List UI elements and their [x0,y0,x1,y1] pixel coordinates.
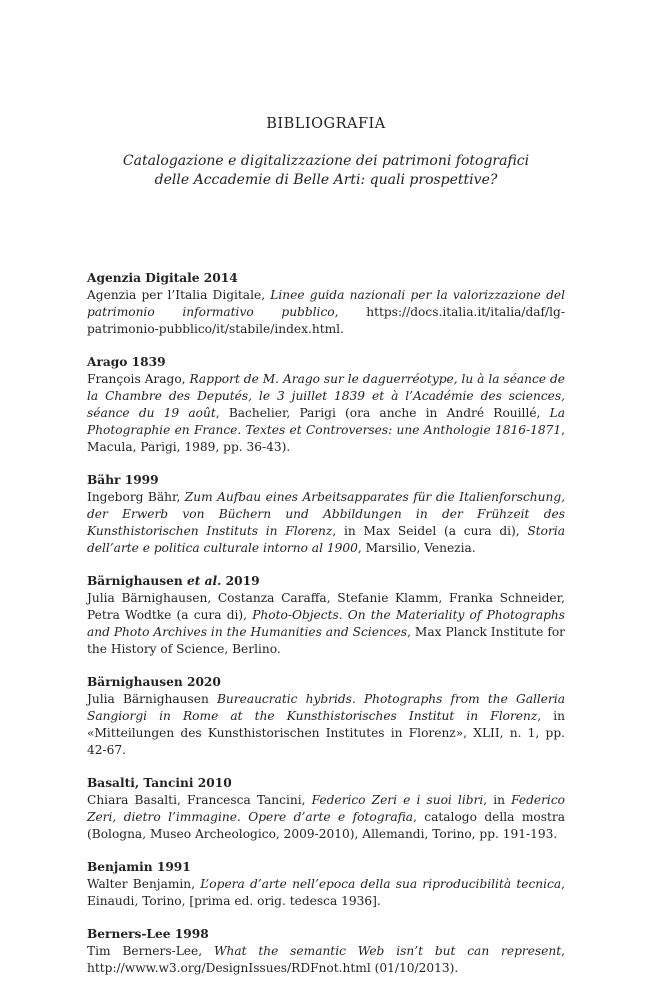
entry-body [87,489,565,557]
entry-text-segment: Julia Bärnighausen, Costanza Caraffa, Stefanie Klamm, Franka Schneider, Petra Wodtke (a cura di), [87,591,565,622]
bibliography-entry [87,472,565,557]
entry-text-segment: , Bachelier, Parigi (ora anche in André Rouillé, [215,406,550,420]
entry-title-text: et al. [186,574,222,588]
entry-title-text: Bureaucratic hybrids. Photographs from the Galleria Sangiorgi in Rome at the Kunsthistorisches Institut in Florenz [87,692,565,723]
entry-text-segment: Tim Berners-Lee, [87,944,214,958]
bibliography-entry [87,859,565,910]
bibliography-entry [87,354,565,456]
bibliography-entry [87,775,565,843]
entry-text-segment: Bärnighausen [87,574,187,588]
entry-title-text: Federico Zeri e i suoi libri [311,793,484,807]
entry-text-segment: , in [483,793,512,807]
entry-title-text: Photo-Objects. On the Materiality of Photographs and Photo Archives in the Humanities and Sciences [87,608,565,639]
entry-text-segment: Walter Benjamin, [87,877,201,891]
entry-body [87,876,565,910]
entry-text-segment: Ingeborg Bähr, [87,490,185,504]
entry-body [87,691,565,759]
entry-heading [87,573,565,590]
entry-title-text: L’opera d’arte nell’epoca della sua riproducibilità tecnica [200,877,562,891]
entry-title-text: Linee guida nazionali per la valorizzazione del patrimonio informativo pubblico [87,288,565,319]
bibliography-entry [87,674,565,759]
entry-heading: Agenzia Digitale 2014 [87,271,238,285]
entry-text-segment: , Max Planck Institute for the History of Science, Berlino. [87,625,565,656]
entry-body [87,371,565,456]
entry-heading: Arago 1839 [87,355,166,369]
entry-text-segment: , in «Mitteilungen des Kunsthistorischen Institutes in Florenz», XLII, n. 1, pp. 42-67. [87,709,566,757]
entry-body [87,943,565,977]
entry-title-text: La Photographie en France. Textes et Controverses: une Anthologie 1816-1871 [87,406,565,437]
entry-title-text: What the semantic Web isn’t but can represent [213,944,562,958]
entry-title-text: Storia dell’arte e politica culturale intorno al 1900 [87,524,565,555]
entry-heading: Bärnighausen 2020 [87,675,221,689]
entry-body [87,590,565,658]
subtitle-line: Catalogazione e digitalizzazione dei patrimoni fotografici [122,153,530,169]
page-title: BIBLIOGRAFIA [266,116,386,132]
entry-text-segment: Chiara Basalti, Francesca Tancini, [87,793,312,807]
entry-text-segment: , https://docs.italia.it/italia/daf/lg-patrimonio-pubblico/it/stabile/index.html. [87,305,565,336]
entry-text-segment: , in Max Seidel (a cura di), [332,524,528,538]
bibliography-entry [87,926,565,977]
entry-heading: Benjamin 1991 [87,860,191,874]
entry-heading: Bähr 1999 [87,473,159,487]
entry-title-text: Zum Aufbau eines Arbeitsapparates für die Italienforschung, der Erwerb von Büchern und Abbildungen in der Frühzeit des Kunsthistorischen Instituts in Florenz [87,490,565,538]
entry-text-segment: , Macula, Parigi, 1989, pp. 36-43). [87,423,565,454]
entry-heading: Basalti, Tancini 2010 [87,776,232,790]
entry-text-segment: , catalogo della mostra (Bologna, Museo Archeologico, 2009-2010), Allemandi, Torino, pp. 191-193. [87,810,565,841]
entry-body [87,287,565,338]
entry-text-segment: François Arago, [87,372,190,386]
bibliography-entry [87,270,565,338]
entry-text-segment: , Marsilio, Venezia. [357,541,476,555]
entry-title-text: Federico Zeri, dietro l’immagine. Opere d’arte e fotografia [87,793,565,824]
entry-title-text: Rapport de M. Arago sur le daguerréotype, lu à la séance de la Chambre des Deputés, le 3 juillet 1839 et à l’Académie des sciences, séance du 19 août [87,372,566,420]
entry-text-segment: , http://www.w3.org/DesignIssues/RDFnot.html (01/10/2013). [87,944,565,975]
entry-heading: Berners-Lee 1998 [87,927,209,941]
entry-body [87,792,565,843]
subtitle-line: delle Accademie di Belle Arti: quali prospettive? [154,172,498,188]
entry-text-segment: , Einaudi, Torino, [prima ed. orig. tedesca 1936]. [87,877,565,908]
entry-text-segment: Julia Bärnighausen [87,692,217,706]
bibliography-list [87,270,565,993]
entry-text-segment: Agenzia per l’Italia Digitale, [87,288,271,302]
entry-text-segment: 2019 [221,574,260,588]
page-subtitle [87,152,565,190]
bibliography-entry [87,573,565,658]
